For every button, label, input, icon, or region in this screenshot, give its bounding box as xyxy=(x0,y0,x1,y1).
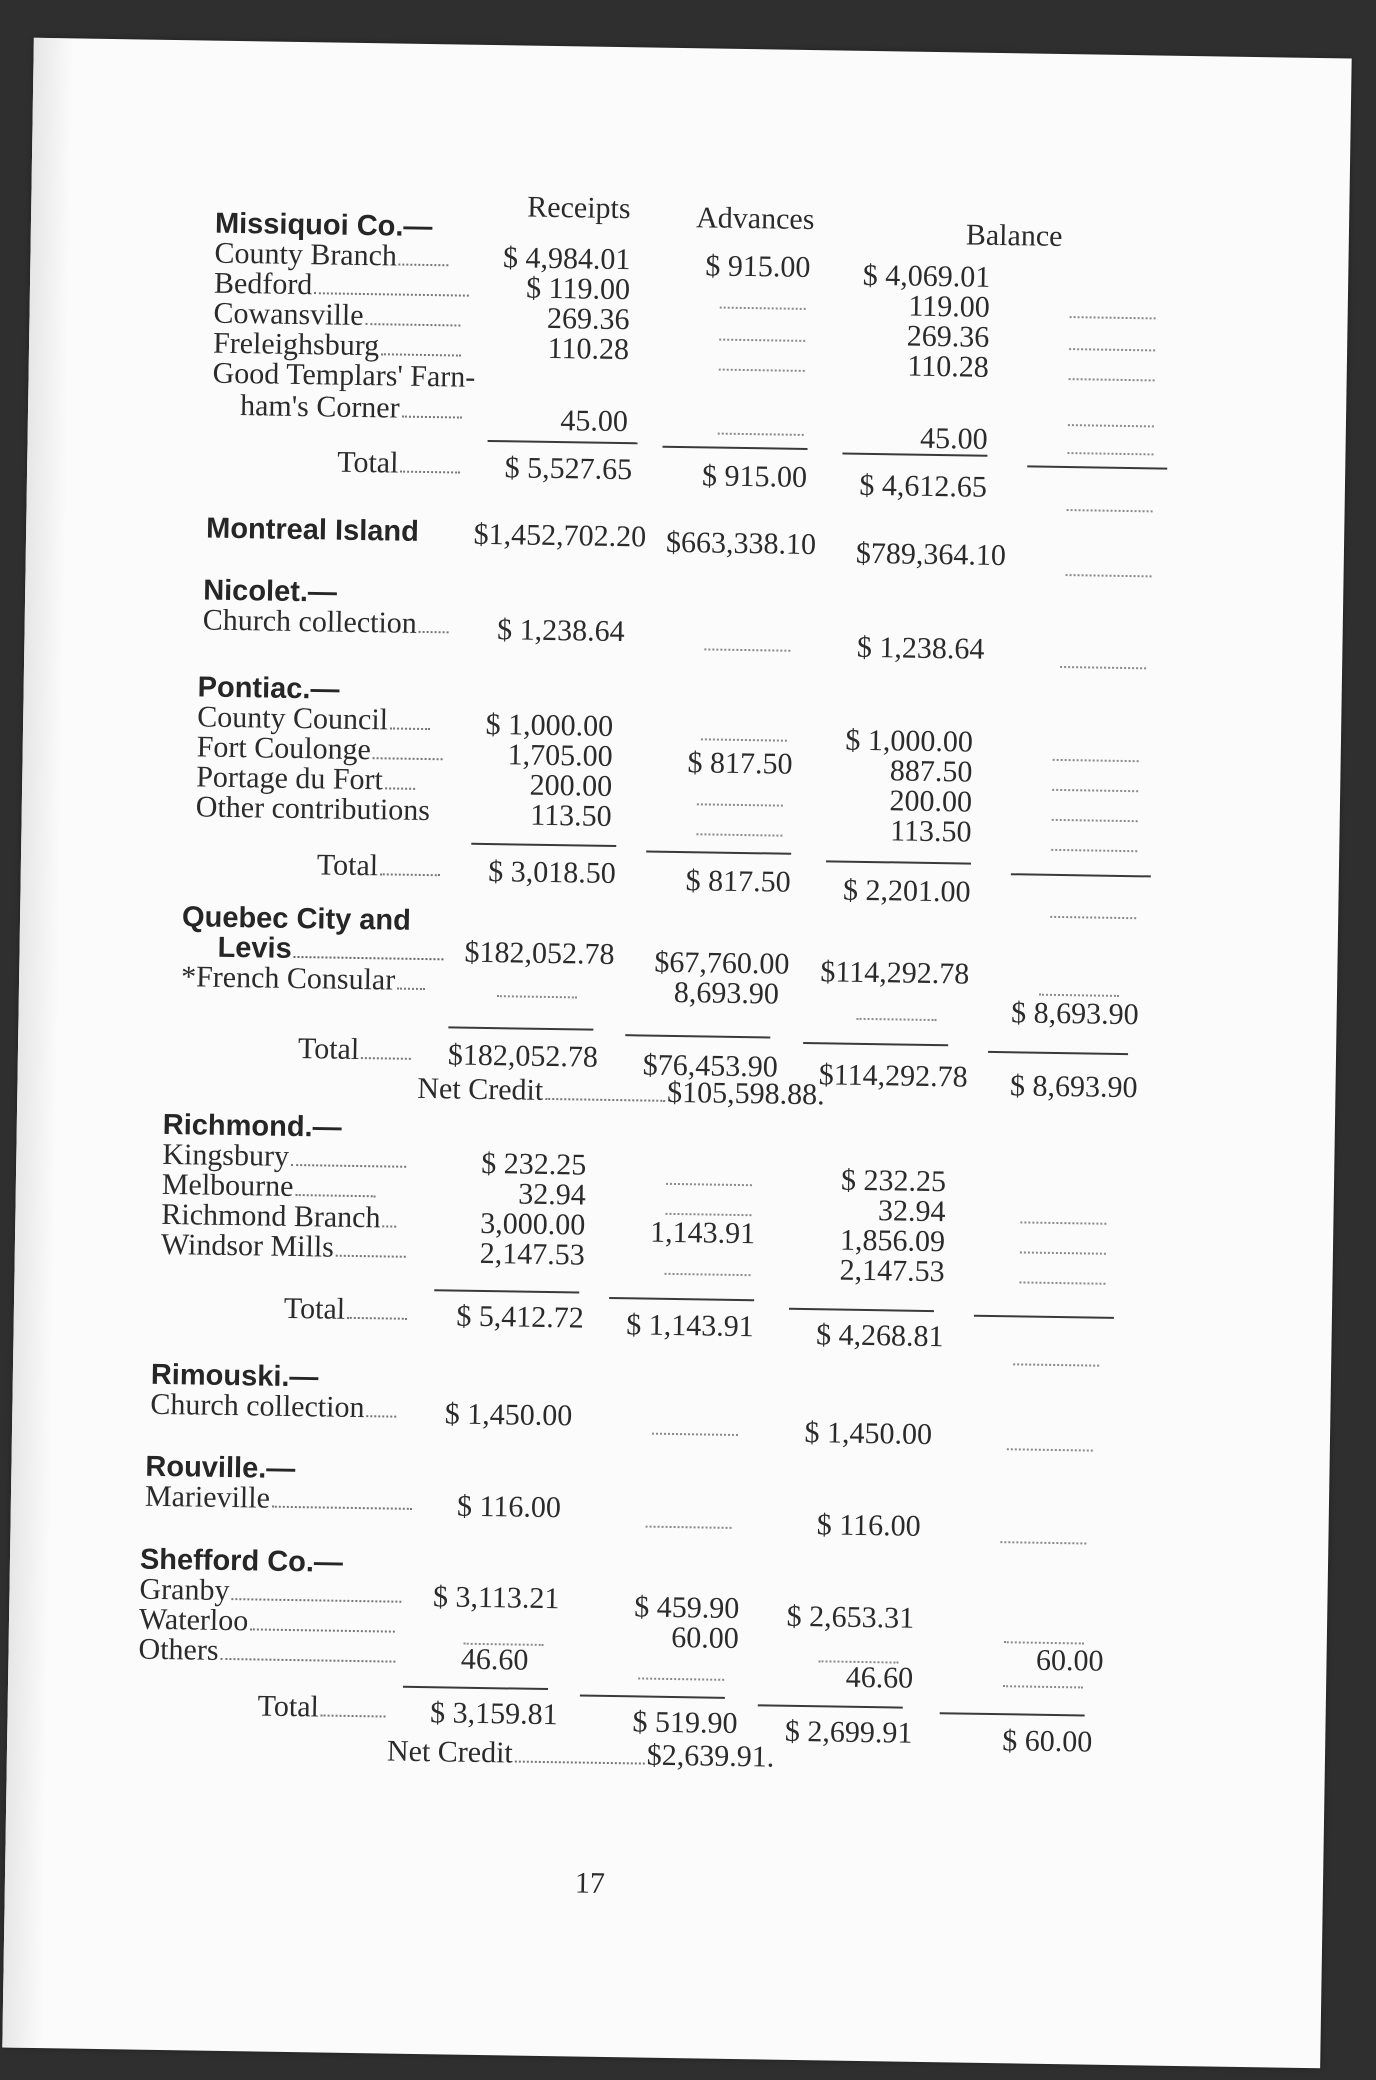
section-title-richmond: Richmond.— xyxy=(162,1108,342,1144)
section-title-missisquoi: Missiquoi Co.— xyxy=(214,207,433,244)
total-receipts: $ 5,412.72 xyxy=(456,1299,585,1335)
row-label: Church collection xyxy=(150,1390,399,1424)
cell-balance: $ 232.25 xyxy=(840,1163,947,1199)
dotted-placeholder xyxy=(1020,1251,1106,1254)
total-balance: $ 4,612.65 xyxy=(859,468,988,504)
row-label: Windsor Mills xyxy=(161,1230,408,1264)
row-label: Waterloo xyxy=(139,1605,398,1639)
dotted-placeholder xyxy=(1069,378,1155,381)
cell-credit: 60.00 xyxy=(1035,1643,1104,1678)
dotted-placeholder xyxy=(701,738,787,741)
cell-balance: $ 1,238.64 xyxy=(856,630,985,666)
total-label: Total xyxy=(284,1294,410,1326)
cell-advances: $ 817.50 xyxy=(687,746,793,781)
row-label: Cowansville xyxy=(213,299,462,333)
total-rule xyxy=(646,850,791,854)
cell-balance: 887.50 xyxy=(889,754,973,789)
cell-receipts: 1,705.00 xyxy=(507,738,613,773)
total-rule xyxy=(580,1695,725,1699)
dotted-placeholder xyxy=(697,803,783,806)
cell-receipts: $ 119.00 xyxy=(525,271,631,307)
cell-receipts: 46.60 xyxy=(460,1642,529,1677)
total-balance: $ 2,201.00 xyxy=(842,873,971,909)
total-balance: $114,292.78 xyxy=(818,1058,968,1094)
total-rule xyxy=(625,1034,770,1038)
total-label: Total xyxy=(298,1034,414,1066)
cell-receipts: 3,000.00 xyxy=(480,1206,586,1242)
cell-balance: 45.00 xyxy=(919,421,988,456)
dotted-placeholder xyxy=(696,833,782,836)
total-rule xyxy=(803,1042,948,1046)
cell-balance: 200.00 xyxy=(889,784,973,819)
cell-balance: 269.36 xyxy=(906,319,990,354)
cell-receipts: $182,052.78 xyxy=(464,935,615,972)
cell-receipts: $ 3,113.21 xyxy=(432,1580,560,1616)
dotted-placeholder xyxy=(1053,759,1139,762)
row-label: Good Templars' Farn- xyxy=(212,356,476,394)
cell-advances: $ 915.00 xyxy=(705,249,811,284)
total-receipts: $ 5,527.65 xyxy=(504,451,633,487)
dotted-placeholder xyxy=(719,339,805,342)
row-label: Fort Coulonge xyxy=(197,732,446,766)
total-receipts: $ 3,159.81 xyxy=(429,1696,558,1732)
total-rule xyxy=(789,1308,934,1312)
dotted-placeholder xyxy=(1067,509,1153,512)
row-label: County Council xyxy=(197,702,432,736)
cell-advances: 1,143.91 xyxy=(649,1215,756,1251)
dotted-placeholder xyxy=(1070,316,1156,319)
cell-balance: 2,147.53 xyxy=(839,1253,945,1289)
dotted-placeholder xyxy=(1069,348,1155,351)
total-rule xyxy=(663,446,808,450)
dotted-placeholder xyxy=(652,1433,738,1436)
cell-advances: 8,693.90 xyxy=(673,975,780,1011)
cell-receipts: $ 4,984.01 xyxy=(502,241,631,277)
total-rule xyxy=(488,440,638,444)
row-label: Granby xyxy=(139,1575,403,1609)
total-rule xyxy=(1011,873,1151,877)
header-balance: Balance xyxy=(965,218,1063,253)
row-label: Kingsbury xyxy=(162,1140,408,1174)
total-advances: $ 915.00 xyxy=(701,459,808,494)
dotted-placeholder xyxy=(1050,916,1136,919)
total-advances: $ 1,143.91 xyxy=(625,1308,754,1344)
cell-receipts: $ 116.00 xyxy=(456,1489,562,1525)
cell-receipts: $1,452,702.20 xyxy=(473,517,647,554)
cell-credit: $ 8,693.90 xyxy=(1010,996,1139,1032)
dotted-placeholder xyxy=(1060,666,1146,669)
total-receipts: $ 3,018.50 xyxy=(488,855,617,891)
cell-receipts: $ 1,450.00 xyxy=(444,1397,573,1433)
total-rule xyxy=(609,1297,754,1301)
dotted-placeholder xyxy=(666,1183,752,1186)
dotted-placeholder xyxy=(665,1273,751,1276)
total-advances: $ 817.50 xyxy=(685,864,791,899)
cell-balance: $ 116.00 xyxy=(816,1508,921,1543)
section-title-quebec-line2: Levis xyxy=(217,933,446,967)
total-receipts: $182,052.78 xyxy=(447,1038,599,1074)
cell-receipts: 113.50 xyxy=(530,798,612,833)
cell-balance: 113.50 xyxy=(889,814,972,849)
dotted-placeholder xyxy=(704,648,790,651)
section-title-quebec: Quebec City and xyxy=(181,901,412,937)
total-rule xyxy=(448,1026,593,1030)
cell-balance: 119.00 xyxy=(908,289,991,324)
dotted-placeholder xyxy=(1007,1448,1093,1451)
dotted-placeholder xyxy=(646,1526,732,1529)
cell-balance: 32.94 xyxy=(877,1194,946,1229)
cell-balance: $114,292.78 xyxy=(820,955,970,991)
header-receipts: Receipts xyxy=(527,190,631,226)
dotted-placeholder xyxy=(1019,1281,1105,1284)
dotted-placeholder xyxy=(1067,452,1153,455)
dotted-placeholder xyxy=(718,433,804,436)
dotted-placeholder xyxy=(1066,574,1152,577)
dotted-placeholder xyxy=(1052,789,1138,792)
total-label: Total xyxy=(257,1691,388,1723)
dotted-placeholder xyxy=(1000,1541,1086,1544)
dotted-placeholder xyxy=(719,369,805,372)
row-label: Other contributions xyxy=(195,790,431,828)
cell-advances: $ 459.90 xyxy=(634,1590,740,1626)
total-rule xyxy=(1027,465,1167,469)
row-label: County Branch xyxy=(214,239,451,273)
row-label: Melbourne xyxy=(162,1170,378,1203)
row-label: Bedford xyxy=(214,269,472,303)
dotted-placeholder xyxy=(720,307,806,310)
row-label: Richmond Branch xyxy=(161,1200,399,1234)
total-credit: $ 8,693.90 xyxy=(1009,1069,1138,1105)
dotted-placeholder xyxy=(497,995,577,998)
header-advances: Advances xyxy=(695,201,815,237)
cell-advances: $663,338.10 xyxy=(665,525,817,562)
cell-balance: $ 1,000.00 xyxy=(845,723,974,759)
section-title-nicolet: Nicolet.— xyxy=(202,574,338,609)
cell-balance: $ 4,069.01 xyxy=(862,258,991,294)
section-title-shefford: Shefford Co.— xyxy=(139,1543,344,1579)
cell-balance: $ 1,450.00 xyxy=(804,1416,933,1452)
section-title-montreal: Montreal Island xyxy=(205,512,420,548)
cell-balance: $789,364.10 xyxy=(855,536,1007,573)
page-sheet xyxy=(2,38,1351,2068)
section-title-rouville: Rouville.— xyxy=(145,1450,296,1486)
total-rule xyxy=(988,1051,1128,1055)
cell-receipts: 2,147.53 xyxy=(479,1236,586,1272)
total-label: Total xyxy=(317,850,443,882)
cell-receipts: 32.94 xyxy=(518,1177,587,1212)
total-advances: $76,453.90 xyxy=(642,1048,779,1084)
cell-receipts: 200.00 xyxy=(529,768,613,803)
dotted-placeholder xyxy=(857,1018,937,1021)
cell-balance: $ 2,653.31 xyxy=(786,1599,915,1635)
cell-balance: 46.60 xyxy=(845,1660,914,1695)
row-label: Portage du Fort xyxy=(196,762,417,795)
page-number: 17 xyxy=(574,1866,606,1900)
dotted-placeholder xyxy=(1052,819,1138,822)
total-advances: $ 519.90 xyxy=(632,1705,738,1741)
row-label: Others xyxy=(138,1635,397,1669)
cell-balance: 110.28 xyxy=(907,349,990,384)
cell-advances: 60.00 xyxy=(671,1620,740,1656)
dotted-placeholder xyxy=(1003,1685,1083,1688)
total-rule xyxy=(471,843,616,847)
dotted-placeholder xyxy=(1013,1363,1099,1366)
total-rule xyxy=(826,860,971,864)
dotted-placeholder xyxy=(1020,1221,1106,1224)
cell-balance: 1,856.09 xyxy=(839,1223,946,1259)
cell-receipts: $ 1,238.64 xyxy=(496,613,625,649)
dotted-placeholder xyxy=(1051,849,1137,852)
row-label: Freleighsburg xyxy=(213,329,464,363)
total-rule xyxy=(940,1712,1085,1716)
net-credit: Net Credit $2,639.91. xyxy=(386,1734,775,1774)
dotted-placeholder xyxy=(638,1677,724,1680)
row-label-continued: ham's Corner xyxy=(240,391,464,425)
total-balance: $ 2,699.91 xyxy=(784,1714,913,1750)
cell-receipts: 269.36 xyxy=(546,301,630,337)
total-credit: $ 60.00 xyxy=(1001,1724,1093,1759)
cell-receipts: 110.28 xyxy=(547,331,630,367)
row-label: *French Consular xyxy=(181,962,428,996)
cell-receipts: 45.00 xyxy=(560,404,629,439)
total-balance: $ 4,268.81 xyxy=(815,1318,944,1354)
total-rule xyxy=(434,1289,579,1293)
cell-advances: $67,760.00 xyxy=(654,945,790,981)
total-rule xyxy=(403,1686,548,1690)
cell-receipts: $ 1,000.00 xyxy=(485,707,614,743)
total-rule xyxy=(758,1704,903,1708)
net-credit: Net Credit $105,598.88. xyxy=(417,1071,825,1112)
total-rule xyxy=(974,1315,1114,1319)
row-label: Marieville xyxy=(145,1482,414,1516)
row-label: Church collection xyxy=(202,605,451,639)
dotted-placeholder xyxy=(1068,424,1154,427)
section-title-pontiac: Pontiac.— xyxy=(197,671,340,706)
cell-receipts: $ 232.25 xyxy=(480,1146,587,1182)
total-label: Total xyxy=(337,448,463,480)
section-title-rimouski: Rimouski.— xyxy=(150,1358,319,1394)
